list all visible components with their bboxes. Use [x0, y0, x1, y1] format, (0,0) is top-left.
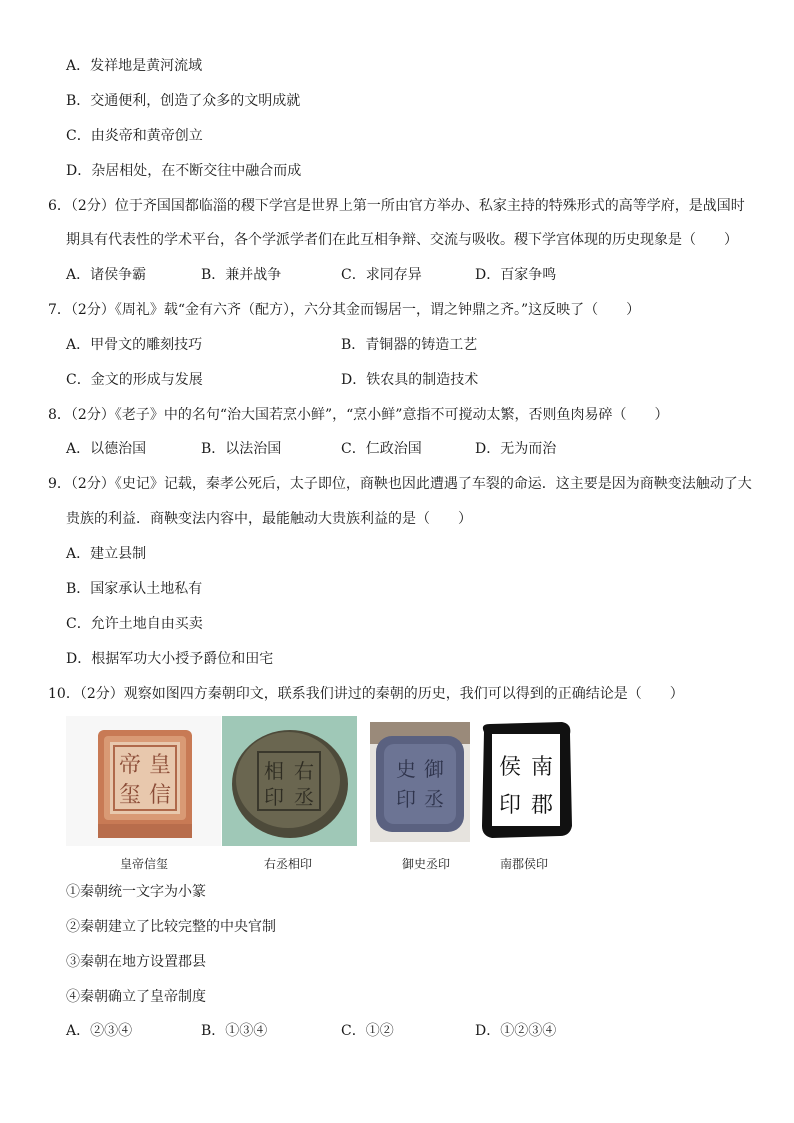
seal-1-glyph-2: 帝: [118, 753, 142, 778]
seal-2-glyph-1: 右: [294, 759, 314, 783]
seal-3-glyph-2: 史: [396, 757, 416, 781]
seal-image-2: [222, 716, 357, 846]
q6-option-c: C．求同存异: [341, 267, 422, 283]
q6-stem-line1: 6．（2分）位于齐国国都临淄的稷下学宫是世界上第一所由官方举办、私家主持的特殊形式的高等学府，是战国时: [48, 198, 745, 214]
seal-4-glyph-1: 南: [530, 755, 554, 780]
q9-option-a: A．建立县制: [66, 546, 147, 562]
q9-stem-line2: 贵族的利益．商鞅变法内容中，最能触动大贵族利益的是（ ）: [66, 511, 472, 527]
seal-image-3: [370, 722, 470, 842]
q10-statement-3: ③秦朝在地方设置郡县: [66, 954, 206, 970]
seal-1-glyph-1: 皇: [148, 753, 172, 778]
q7-option-c: C．金文的形成与发展: [66, 372, 203, 388]
seal-4-glyph-2: 郡: [530, 793, 554, 818]
seal-4-glyph-4: 印: [498, 793, 522, 818]
q10-stem: 10．（2分）观察如图四方秦朝印文，联系我们讲过的秦朝的历史，我们可以得到的正确结论是（ ）: [48, 686, 684, 702]
q10-option-d: D．①②③④: [475, 1023, 557, 1039]
seal-caption-1: 皇帝信玺: [119, 857, 168, 871]
seal-image-4: [476, 718, 576, 842]
q10-statement-4: ④秦朝确立了皇帝制度: [66, 989, 206, 1005]
q9-option-c: C．允许土地自由买卖: [66, 616, 203, 632]
seal-image-1: [66, 716, 221, 846]
q5-option-d: D．杂居相处，在不断交往中融合而成: [66, 163, 302, 179]
q7-option-b: B．青铜器的铸造工艺: [341, 337, 478, 353]
q10-option-c: C．①②: [341, 1023, 394, 1039]
q9-option-d: D．根据军功大小授予爵位和田宅: [66, 651, 274, 667]
q7-stem: 7．（2分）《周礼》载“金有六齐（配方），六分其金而锡居一，谓之钟鼎之齐。”这反映了（ ）: [48, 302, 641, 318]
q6-option-d: D．百家争鸣: [475, 267, 557, 283]
q9-option-b: B．国家承认土地私有: [66, 581, 203, 597]
q7-option-d: D．铁农具的制造技术: [341, 372, 479, 388]
q9-stem-line1: 9．（2分）《史记》记载，秦孝公死后，太子即位，商鞅也因此遭遇了车裂的命运．这主要是因为商鞅变法触动了大: [48, 476, 752, 492]
q8-stem: 8．（2分）《老子》中的名句“治大国若烹小鲜”，“烹小鲜”意指不可搅动太繁，否则鱼肉易碎（ ）: [48, 407, 669, 423]
q10-option-a: A．②③④: [66, 1023, 133, 1039]
q8-option-d: D．无为而治: [475, 441, 557, 457]
seal-3-glyph-3: 丞: [424, 787, 444, 811]
seal-caption-4: 南郡侯印: [499, 857, 548, 871]
seal-caption-2: 右丞相印: [263, 857, 312, 871]
q6-option-b: B．兼并战争: [201, 267, 282, 283]
q5-option-b: B．交通便利，创造了众多的文明成就: [66, 93, 301, 109]
seal-3-glyph-4: 印: [396, 787, 416, 811]
q6-option-a: A．诸侯争霸: [66, 267, 147, 283]
q10-statement-1: ①秦朝统一文字为小篆: [66, 884, 206, 900]
q8-option-b: B．以法治国: [201, 441, 282, 457]
q6-stem-line2: 期具有代表性的学术平台，各个学派学者们在此互相争辩、交流与吸收。稷下学宫体现的历史现象是（ ）: [66, 232, 738, 248]
seal-1-glyph-3: 信: [148, 783, 172, 808]
seal-4-glyph-3: 侯: [498, 755, 522, 780]
q10-statement-2: ②秦朝建立了比较完整的中央官制: [66, 919, 276, 935]
seal-2-glyph-3: 相: [264, 759, 284, 783]
seal-2-glyph-2: 丞: [294, 785, 314, 809]
q8-option-c: C．仁政治国: [341, 441, 422, 457]
q5-option-c: C．由炎帝和黄帝创立: [66, 128, 203, 144]
seal-3-glyph-1: 御: [424, 757, 444, 781]
seal-2-glyph-4: 印: [264, 785, 284, 809]
q10-option-b: B．①③④: [201, 1023, 268, 1039]
seal-1-glyph-4: 玺: [118, 783, 142, 808]
q7-option-a: A．甲骨文的雕刻技巧: [66, 337, 203, 353]
seal-caption-3: 御史丞印: [401, 857, 450, 871]
q5-option-a: A．发祥地是黄河流域: [66, 58, 203, 74]
q8-option-a: A．以德治国: [66, 441, 147, 457]
